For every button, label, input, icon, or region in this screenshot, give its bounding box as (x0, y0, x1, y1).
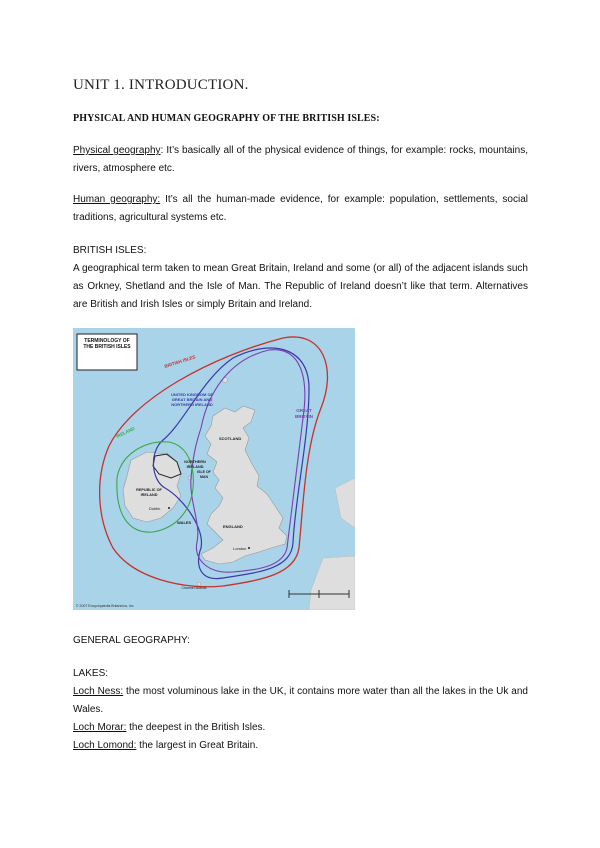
physical-geography-paragraph (73, 142, 528, 178)
lake-text: the largest in Great Britain. (136, 740, 259, 751)
lakes-heading: LAKES: (73, 668, 109, 679)
label-republic: REPUBLIC OF IRELAND (136, 488, 162, 497)
british-isles-map (73, 328, 355, 610)
lake-term: Loch Morar: (73, 722, 127, 733)
human-geography-text: It’s all the human-made evidence, for example: population, settlements, social traditions, agricultural systems etc. (73, 194, 528, 223)
human-geography-term: Human geography: (73, 194, 161, 205)
british-isles-heading: BRITISH ISLES: (73, 245, 147, 256)
label-uk: UNITED KINGDOM OF GREAT BRITAIN AND NORTHERN IRELAND (171, 392, 213, 407)
lake-text: the deepest in the British Isles. (126, 722, 266, 733)
lake-item (73, 683, 528, 719)
british-isles-text: A geographical term taken to mean Great Britain, Ireland and some (or all) of the adjacent islands such as Orkney, Shetland and the Isle of Man. The Republic of Ireland doesn’t like that term. Alternatives are British and Irish Isles or simply Britain and Ireland. (73, 263, 528, 310)
physical-geography-term: Physical geography (73, 145, 161, 156)
label-ireland: IRELAND (115, 425, 136, 439)
label-channel-wrap (179, 586, 209, 598)
label-british-isles: BRITISH ISLES (163, 354, 196, 369)
map-credit: © 2007 Encyclopædia Britannica, Inc. (76, 604, 135, 608)
terminology-box-title-wrap (77, 336, 137, 370)
label-great-britain-wrap (287, 408, 321, 424)
lake-item (73, 719, 528, 737)
label-isle-of-man: ISLE OF MAN (197, 470, 211, 479)
label-scotland: SCOTLAND (219, 436, 242, 441)
label-channel: Channel Islands (181, 586, 207, 590)
general-geography-heading: GENERAL GEOGRAPHY: (73, 635, 190, 646)
unit-title: UNIT 1. INTRODUCTION. (73, 77, 249, 93)
human-geography-paragraph (73, 191, 528, 227)
label-london: London (233, 546, 247, 551)
lake-term: Loch Ness: (73, 686, 124, 697)
label-dublin: Dublin (149, 506, 161, 511)
map-svg (73, 328, 355, 610)
terminology-box-title: TERMINOLOGY OF THE BRITISH ISLES (83, 338, 131, 350)
physical-geography-text: : It’s basically all of the physical evidence of things, for example: rocks, mountains, rivers, atmosphere etc. (73, 145, 528, 174)
label-isle-of-man-wrap (193, 470, 215, 482)
label-great-britain: GREAT BRITAIN (295, 408, 313, 419)
label-republic-wrap (129, 488, 169, 502)
london-dot (248, 547, 250, 549)
label-england: ENGLAND (223, 524, 243, 529)
lake-term: Loch Lomond: (73, 740, 137, 751)
dublin-dot (168, 507, 170, 509)
label-northern-ireland: NORTHERN IRELAND (184, 460, 206, 469)
section-heading: PHYSICAL AND HUMAN GEOGRAPHY OF THE BRITISH ISLES: (73, 113, 380, 124)
lake-item (73, 737, 528, 755)
lake-text: the most voluminous lake in the UK, it contains more water than all the lakes in the Uk and Wales. (73, 686, 528, 715)
label-uk-wrap (169, 392, 215, 428)
label-wales: WALES (177, 520, 192, 525)
